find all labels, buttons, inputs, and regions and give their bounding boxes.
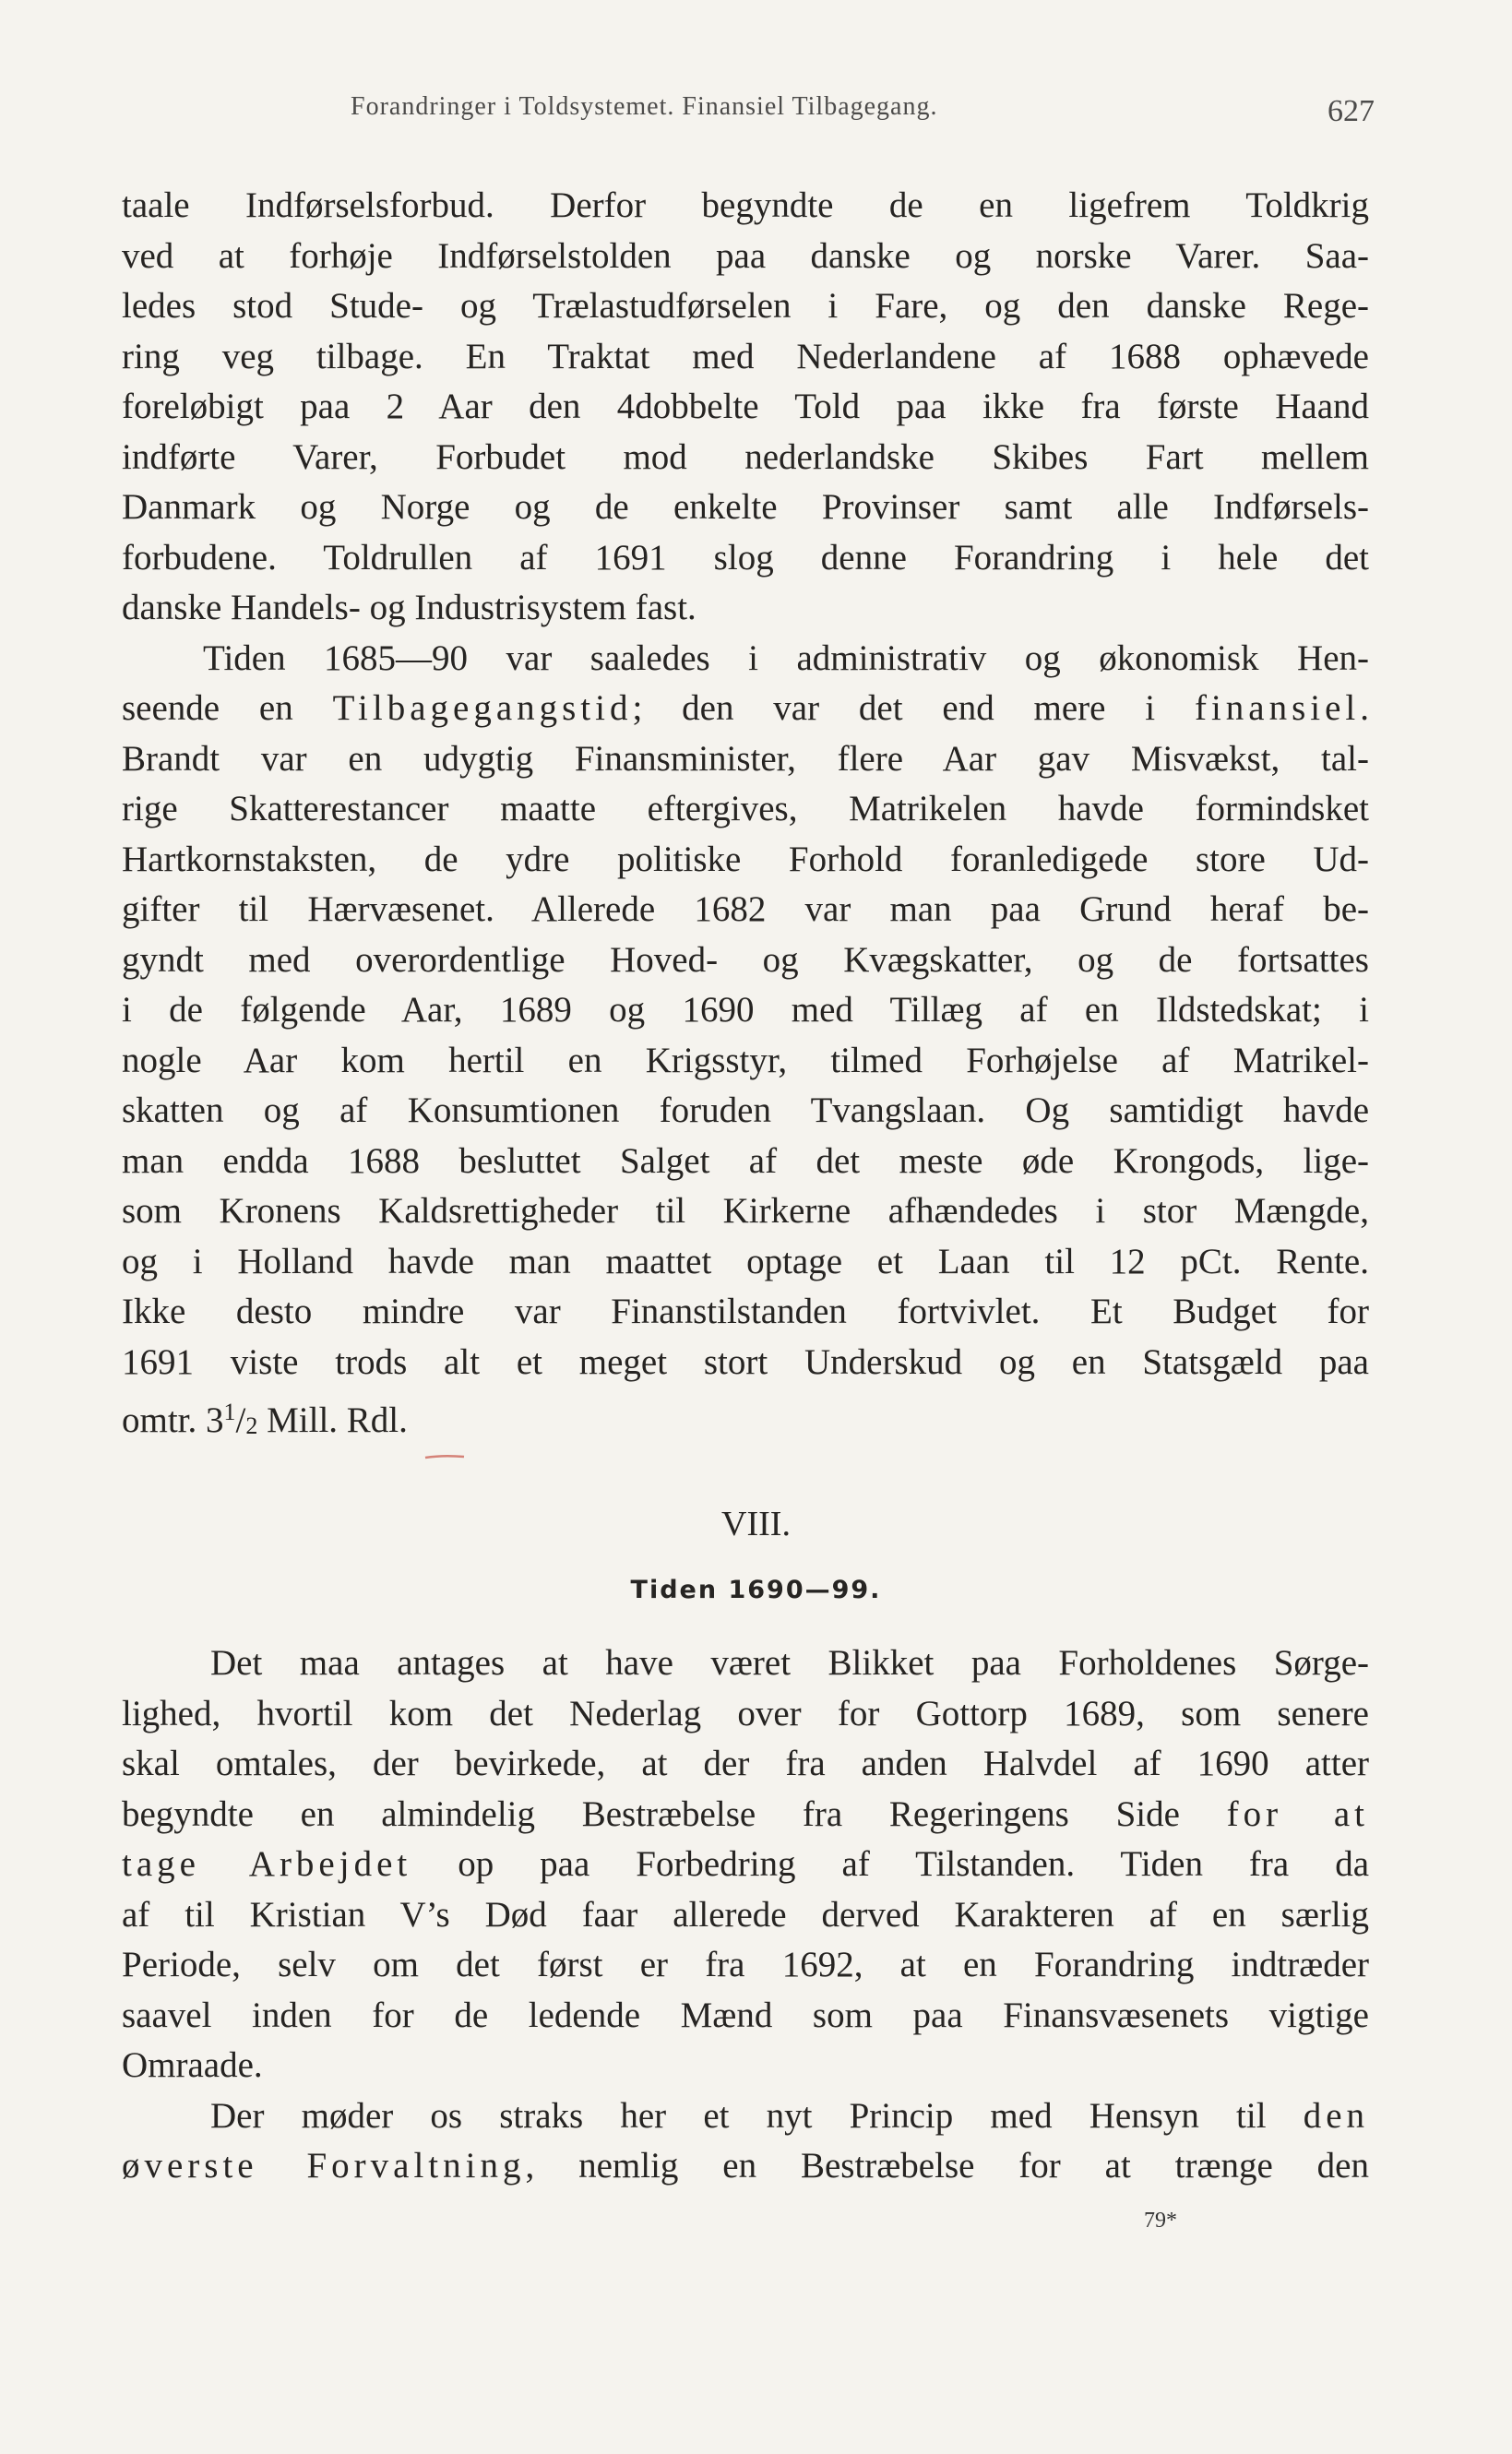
text-line: lighed, hvortil kom det Nederlag over for Gottorp 1689, som senere [122,1693,1369,1733]
text-line [122,2141,1369,2192]
text-line [122,1840,1369,1890]
spaced-emphasis: tage Arbejdet [122,1844,412,1884]
text-line: og i Holland havde man maattet optage et Laan til 12 pCt. Rente. [122,1241,1369,1281]
paragraph-3 [122,1638,1369,2091]
text-line: Hartkornstaksten, de ydre politiske Forhold foranledigede store Ud- [122,839,1369,879]
text-line: Danmark og Norge og de enkelte Provinser samt alle Indførsels- [122,487,1369,527]
text-line: skatten og af Konsumtionen foruden Tvangslaan. Og samtidigt havde [122,1090,1369,1130]
page-number: 627 [1327,94,1375,128]
text-line: forbudene. Toldrullen af 1691 slog denne Forandring i hele det [122,537,1369,578]
text-run: , nemlig en Bestræbelse for at trænge den [525,2146,1369,2186]
text-line: man endda 1688 besluttet Salget af det meste øde Krongods, lige- [122,1140,1369,1181]
text-run: op paa Forbedring af Tilstanden. Tiden fra da [411,1844,1369,1884]
text-run: ; den var det end mere i [632,688,1195,728]
body-text-lower [122,1638,1369,2192]
text-line: gifter til Hærvæsenet. Allerede 1682 var man paa Grund heraf be- [122,889,1369,929]
paragraph-4 [122,2091,1369,2192]
text-line: Det maa antages at have været Blikket paa Forholdenes Sørge- [210,1643,1369,1683]
text-line: Ikke desto mindre var Finanstilstanden fortvivlet. Et Budget for [122,1292,1369,1331]
text-line: Brandt var en udygtig Finansminister, flere Aar gav Misvækst, tal- [122,738,1369,779]
text-line: rige Skatterestancer maatte eftergives, Matrikelen havde formindsket [122,789,1369,828]
text-line [122,2091,1369,2142]
running-head: Forandringer i Toldsystemet. Finansiel Tilbagegang. [351,92,938,121]
spaced-emphasis: for at [1226,1793,1369,1834]
spaced-emphasis: øverste Forvaltning [122,2146,526,2186]
text-run: . [1360,688,1369,728]
page-header [351,92,1375,138]
sheet-signature: 79* [1144,2209,1177,2233]
text-line: saavel inden for de ledende Mænd som paa Finansvæsenets vigtige [122,1995,1369,2035]
paragraph-2 [122,634,1369,1438]
text-line: 1691 viste trods alt et meget stort Underskud og en Statsgæld paa [122,1341,1369,1382]
text-run: Mill. Rdl. [257,1400,408,1440]
paragraph-1 [122,181,1369,634]
section-number: VIII. [721,1505,791,1543]
fraction-numerator: 1 [223,1399,236,1425]
text-line: taale Indførselsforbud. Derfor begyndte de en ligefrem Toldkrig [122,185,1369,225]
text-line: ring veg tilbage. En Traktat med Nederlandene af 1688 ophævede [122,336,1369,376]
spaced-emphasis: den [1303,2095,1369,2136]
section-subtitle: Tiden 1690—99. [630,1576,882,1604]
fraction-denominator: 2 [245,1412,258,1439]
spaced-emphasis: Tilbagegangstid [332,688,633,728]
text-run: omtr. 3 [122,1400,224,1440]
text-line [122,684,1369,734]
text-line: danske Handels- og Industrisystem fast. [122,588,696,627]
text-line: foreløbigt paa 2 Aar den 4dobbelte Told paa ikke fra første Haand [122,387,1369,426]
text-line: ved at forhøje Indførselstolden paa danske og norske Varer. Saa- [122,235,1369,276]
text-line: af til Kristian V’s Død faar allerede derved Karakteren af en særlig [122,1894,1369,1935]
fraction-slash: / [235,1400,246,1440]
text-line: i de følgende Aar, 1689 og 1690 med Tillæg af en Ildstedskat; i [122,990,1369,1030]
text-run: begyndte en almindelig Bestræbelse fra Regeringens Side [122,1793,1227,1834]
spaced-emphasis: finansiel [1194,688,1361,728]
text-line: indførte Varer, Forbudet mod nederlandske Skibes Fart mellem [122,436,1369,477]
text-line: skal omtales, der bevirkede, at der fra anden Halvdel af 1690 atter [122,1744,1369,1783]
text-line: Periode, selv om det først er fra 1692, at en Forandring indtræder [122,1945,1369,1984]
text-run: seende en [122,688,333,728]
text-line: nogle Aar kom hertil en Krigsstyr, tilmed Forhøjelse af Matrikel- [122,1040,1369,1080]
pencil-mark [424,1454,465,1459]
text-line: Tiden 1685—90 var saaledes i administrativ og økonomisk Hen- [203,637,1369,678]
body-text-upper [122,181,1369,1438]
text-line: ledes stod Stude- og Trælastudførselen i Fare, og den danske Rege- [122,286,1369,326]
text-line: som Kronens Kaldsrettigheder til Kirkerne afhændedes i stor Mængde, [122,1191,1369,1231]
text-line: gyndt med overordentlige Hoved- og Kvægskatter, og de fortsattes [122,939,1369,980]
text-line [122,1388,1369,1438]
text-run: Der møder os straks her et nyt Princip med Hensyn til [210,2095,1304,2136]
text-line: Omraade. [122,2045,263,2085]
text-line [122,1790,1369,1840]
